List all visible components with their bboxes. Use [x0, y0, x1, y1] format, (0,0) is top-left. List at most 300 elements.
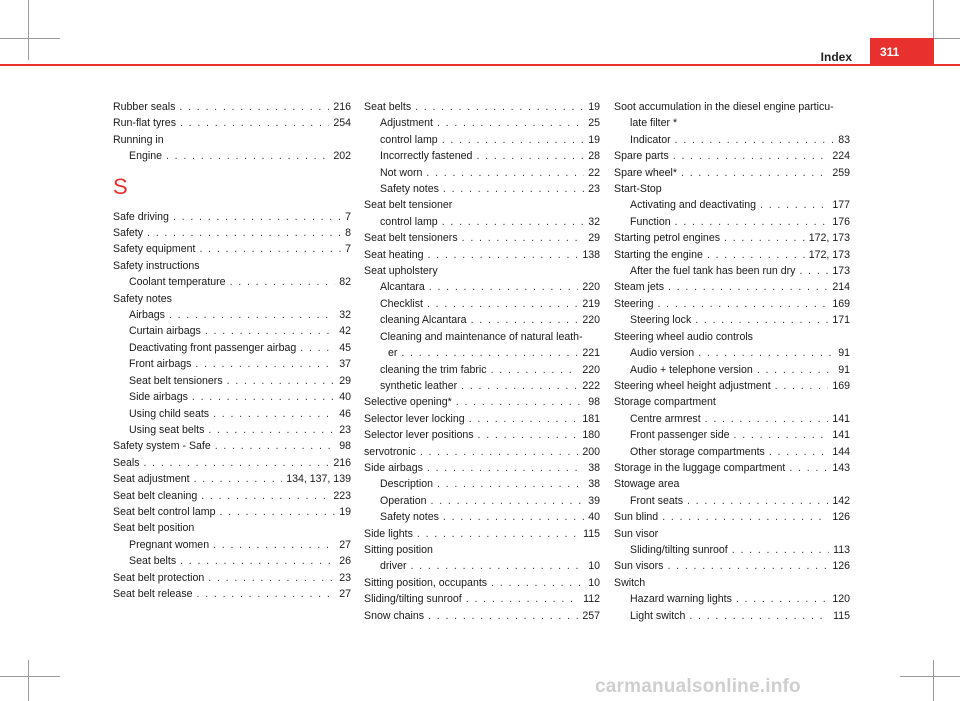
index-subentry	[614, 197, 850, 213]
index-subentry	[113, 307, 351, 323]
dot-leader	[657, 296, 828, 312]
index-entry	[364, 411, 600, 427]
page-ref: 7	[345, 243, 351, 256]
page-ref: 138	[582, 248, 600, 261]
dot-leader	[219, 504, 335, 520]
page-ref: 169	[832, 297, 850, 310]
dot-leader	[681, 165, 828, 181]
dot-leader	[667, 558, 828, 574]
entry-label: Operation	[380, 494, 427, 507]
page-ref: 220	[582, 314, 600, 327]
page-ref: 115	[833, 609, 850, 622]
page-ref: 38	[588, 461, 600, 474]
dot-leader	[675, 132, 835, 148]
entry-label: er	[388, 347, 398, 360]
entry-label: Checklist	[380, 297, 423, 310]
dot-leader	[230, 274, 336, 290]
dot-leader	[443, 181, 584, 197]
dot-leader	[442, 132, 585, 148]
dot-leader	[194, 471, 283, 487]
page-ref: 40	[339, 391, 351, 404]
page-ref: 91	[838, 347, 850, 360]
dot-leader	[201, 488, 329, 504]
page-ref: 98	[339, 440, 351, 453]
dot-leader	[757, 362, 834, 378]
index-subentry	[113, 356, 351, 372]
header-rule	[0, 64, 960, 66]
index-column-1	[113, 99, 351, 602]
page-ref: 115	[583, 527, 600, 540]
entry-label: Selector lever positions	[364, 429, 474, 442]
page-ref: 37	[339, 358, 351, 371]
index-entry	[364, 591, 600, 607]
index-heading-entry: Switch	[614, 576, 646, 589]
dot-leader	[197, 586, 336, 602]
page-ref: 83	[838, 133, 850, 146]
page-title: Index	[820, 50, 852, 64]
entry-label: Seat belt tensioners	[129, 374, 223, 387]
dot-leader	[192, 389, 335, 405]
index-entry	[614, 509, 850, 525]
page-ref: 172, 173	[808, 248, 850, 261]
page-ref: 214	[832, 281, 850, 294]
index-subentry	[364, 362, 600, 378]
entry-label: Not worn	[380, 166, 423, 179]
dot-leader	[144, 455, 330, 471]
dot-leader	[215, 438, 335, 454]
dot-leader	[775, 378, 829, 394]
dot-leader	[491, 575, 584, 591]
page-ref: 23	[339, 423, 351, 436]
index-subentry	[614, 608, 850, 624]
entry-label: Safety system - Safe	[113, 440, 211, 453]
dot-leader	[736, 591, 828, 607]
dot-leader	[734, 427, 829, 443]
index-entry	[364, 99, 600, 115]
index-entry	[364, 247, 600, 263]
dot-leader	[147, 225, 341, 241]
page-ref: 220	[582, 363, 600, 376]
page-ref: 38	[588, 478, 600, 491]
entry-label: Spare parts	[614, 150, 669, 163]
dot-leader	[673, 148, 829, 164]
entry-label: Airbags	[129, 309, 165, 322]
page-ref: 23	[588, 183, 600, 196]
entry-label: Safety equipment	[113, 243, 196, 256]
index-subentry	[364, 493, 600, 509]
entry-label: Safety notes	[380, 511, 439, 524]
dot-leader	[705, 411, 829, 427]
page-ref: 224	[832, 150, 850, 163]
index-entry	[614, 296, 850, 312]
page-ref: 113	[833, 543, 850, 556]
entry-label: Seat belt protection	[113, 571, 205, 584]
dot-leader	[437, 476, 584, 492]
dot-leader	[471, 312, 579, 328]
index-entry	[364, 526, 600, 542]
entry-label: Centre armrest	[630, 412, 701, 425]
crop-mark	[933, 660, 934, 701]
page-ref: 10	[588, 560, 600, 573]
entry-label: Deactivating front passenger airbag	[129, 341, 297, 354]
index-subentry	[364, 312, 600, 328]
dot-leader	[707, 247, 805, 263]
index-subentry	[614, 427, 850, 443]
dot-leader	[428, 608, 578, 624]
dot-leader	[456, 394, 584, 410]
index-heading-entry: Sitting position	[364, 543, 433, 556]
entry-label: Seat belt tensioners	[364, 232, 458, 245]
page-ref: 259	[832, 166, 850, 179]
watermark: carmanualsonline.info	[595, 676, 801, 697]
entry-label: Indicator	[630, 133, 671, 146]
index-subentry	[614, 591, 850, 607]
page-ref: 142	[832, 494, 850, 507]
index-entry	[113, 209, 351, 225]
entry-label: Seat belt release	[113, 587, 193, 600]
dot-leader	[469, 411, 579, 427]
index-subentry	[364, 214, 600, 230]
page-ref: 23	[339, 571, 351, 584]
index-subentry	[614, 493, 850, 509]
index-subentry	[113, 537, 351, 553]
index-entry	[614, 378, 850, 394]
dot-leader	[760, 197, 828, 213]
index-entry	[113, 471, 351, 487]
index-entry	[614, 460, 850, 476]
index-entry	[113, 115, 351, 131]
index-subentry	[614, 263, 850, 279]
page-ref: 144	[832, 445, 850, 458]
index-subentry	[364, 115, 600, 131]
dot-leader	[195, 356, 335, 372]
page-ref: 169	[832, 379, 850, 392]
dot-leader	[769, 444, 828, 460]
index-entry	[614, 279, 850, 295]
entry-label: Side lights	[364, 527, 413, 540]
entry-label: Sun blind	[614, 511, 659, 524]
dot-leader	[431, 493, 585, 509]
dot-leader	[491, 362, 579, 378]
index-column-2	[364, 99, 600, 624]
entry-label: Steam jets	[614, 281, 665, 294]
index-subentry	[364, 279, 600, 295]
index-subentry	[364, 148, 600, 164]
page-ref: 172, 173	[808, 232, 850, 245]
crop-mark	[0, 38, 60, 39]
page-ref: 7	[345, 210, 351, 223]
crop-mark	[28, 0, 29, 60]
page-ref: 143	[832, 461, 850, 474]
dot-leader	[401, 345, 578, 361]
index-subentry	[364, 181, 600, 197]
page-ref: 202	[333, 150, 351, 163]
page-ref: 219	[582, 297, 600, 310]
entry-label: Starting the engine	[614, 248, 703, 261]
dot-leader	[789, 460, 828, 476]
dot-leader	[427, 460, 584, 476]
index-subentry	[614, 362, 850, 378]
page-ref: 32	[588, 215, 600, 228]
dot-leader	[169, 307, 335, 323]
page-ref: 221	[582, 347, 600, 360]
index-entry	[614, 247, 850, 263]
page-ref: 134, 137, 139	[286, 473, 351, 486]
dot-leader	[415, 99, 584, 115]
page-ref: 28	[588, 150, 600, 163]
dot-leader	[208, 570, 335, 586]
page-ref: 126	[832, 511, 850, 524]
page-ref: 180	[582, 429, 600, 442]
page-ref: 19	[588, 101, 600, 113]
page-ref: 27	[339, 587, 351, 600]
entry-label: Steering	[614, 297, 654, 310]
entry-label: Sliding/tilting sunroof	[630, 543, 728, 556]
dot-leader	[442, 214, 585, 230]
entry-label: Seals	[113, 456, 140, 469]
entry-label: Snow chains	[364, 609, 425, 622]
page-ref: 8	[345, 227, 351, 240]
entry-label: Rubber seals	[113, 101, 176, 113]
dot-leader	[427, 296, 578, 312]
entry-label: Alcantara	[380, 281, 425, 294]
index-subentry	[614, 132, 850, 148]
index-entry	[364, 575, 600, 591]
index-heading-entry: Start-Stop	[614, 183, 662, 196]
index-subentry	[614, 345, 850, 361]
page-ref: 82	[339, 276, 351, 289]
page-ref: 26	[339, 555, 351, 568]
entry-label: Selector lever locking	[364, 412, 465, 425]
index-entry	[113, 455, 351, 471]
index-subentry	[364, 558, 600, 574]
entry-label: Side airbags	[364, 461, 423, 474]
entry-label: Safe driving	[113, 210, 169, 223]
entry-label: Description	[380, 478, 433, 491]
index-subentry	[113, 340, 351, 356]
entry-label: Selective opening*	[364, 396, 452, 409]
page-ref: 39	[588, 494, 600, 507]
index-heading-entry: Seat upholstery	[364, 265, 438, 278]
index-heading-entry: Steering wheel audio controls	[614, 330, 753, 343]
entry-label: servotronic	[364, 445, 416, 458]
dot-leader	[411, 558, 585, 574]
page-number: 311	[880, 45, 900, 59]
page-ref: 171	[832, 314, 850, 327]
page-ref: 181	[582, 412, 600, 425]
index-heading-entry: Seat belt tensioner	[364, 199, 453, 212]
entry-label: Sliding/tilting sunroof	[364, 593, 462, 606]
entry-label: cleaning the trim fabric	[380, 363, 487, 376]
index-entry	[614, 148, 850, 164]
index-subentry	[614, 542, 850, 558]
index-entry-continuation	[364, 345, 600, 361]
dot-leader	[180, 553, 335, 569]
index-heading-entry: Safety notes	[113, 292, 172, 305]
dot-leader	[208, 422, 335, 438]
index-entry	[113, 504, 351, 520]
entry-label: Seat belt control lamp	[113, 505, 216, 518]
entry-label: Coolant temperature	[129, 276, 226, 289]
dot-leader	[799, 263, 828, 279]
page-ref: 126	[832, 560, 850, 573]
index-subentry	[614, 444, 850, 460]
index-entry	[113, 225, 351, 241]
entry-label: Hazard warning lights	[630, 593, 732, 606]
index-column-3	[614, 99, 850, 624]
entry-label: Audio version	[630, 347, 695, 360]
index-heading-entry: Sun visor	[614, 527, 659, 540]
dot-leader	[227, 373, 336, 389]
entry-label: cleaning Alcantara	[380, 314, 467, 327]
page-ref: 222	[582, 379, 600, 392]
dot-leader	[180, 115, 329, 131]
dot-leader	[417, 526, 579, 542]
index-entry-continuation: late filter *	[630, 117, 678, 130]
entry-label: Front passenger side	[630, 429, 730, 442]
entry-label: Seat heating	[364, 248, 424, 261]
entry-label: Safety	[113, 227, 144, 240]
index-entry	[113, 586, 351, 602]
page-ref: 220	[582, 281, 600, 294]
dot-leader	[662, 509, 828, 525]
crop-mark	[0, 676, 60, 677]
dot-leader	[668, 279, 828, 295]
entry-label: Activating and deactivating	[630, 199, 757, 212]
index-subentry	[113, 323, 351, 339]
entry-label: Curtain airbags	[129, 325, 201, 338]
dot-leader	[437, 115, 584, 131]
index-subentry	[614, 411, 850, 427]
dot-leader	[698, 345, 834, 361]
page-ref: 120	[832, 593, 850, 606]
dot-leader	[300, 340, 335, 356]
page-ref: 223	[333, 489, 351, 502]
page-ref: 200	[582, 445, 600, 458]
entry-label: Incorrectly fastened	[380, 150, 473, 163]
entry-label: Pregnant women	[129, 538, 210, 551]
index-subentry: Cleaning and maintenance of natural leath-	[380, 330, 583, 343]
dot-leader	[166, 148, 329, 164]
index-subentry	[364, 378, 600, 394]
entry-label: Seat belts	[364, 101, 412, 113]
index-subentry	[364, 509, 600, 525]
index-entry	[364, 394, 600, 410]
index-subentry	[113, 553, 351, 569]
dot-leader	[687, 493, 828, 509]
dot-leader	[428, 247, 579, 263]
page-ref: 216	[333, 101, 351, 113]
dot-leader	[199, 241, 341, 257]
entry-label: Using seat belts	[129, 423, 205, 436]
dot-leader	[724, 230, 805, 246]
index-entry	[364, 444, 600, 460]
entry-label: Run-flat tyres	[113, 117, 176, 130]
page-ref: 19	[339, 505, 351, 518]
crop-mark	[900, 676, 960, 677]
index-entry	[364, 230, 600, 246]
dot-leader	[675, 214, 829, 230]
index-heading-entry: Seat belt position	[113, 522, 195, 535]
dot-leader	[429, 279, 579, 295]
dot-leader	[443, 509, 584, 525]
index-subentry	[113, 406, 351, 422]
index-entry	[614, 230, 850, 246]
page-ref: 257	[582, 609, 600, 622]
index-subentry	[113, 422, 351, 438]
index-heading-entry: Stowage area	[614, 478, 680, 491]
dot-leader	[205, 323, 335, 339]
dot-leader	[476, 148, 584, 164]
index-entry	[364, 427, 600, 443]
page-ref: 216	[333, 456, 351, 469]
dot-leader	[426, 165, 584, 181]
dot-leader	[478, 427, 579, 443]
entry-label: Seat belt cleaning	[113, 489, 198, 502]
entry-label: Audio + telephone version	[630, 363, 753, 376]
dot-leader	[213, 406, 335, 422]
dot-leader	[462, 230, 585, 246]
entry-label: Other storage compartments	[630, 445, 765, 458]
page-ref: 42	[339, 325, 351, 338]
entry-label: Front seats	[630, 494, 683, 507]
index-subentry	[113, 389, 351, 405]
page-ref: 10	[588, 576, 600, 589]
entry-label: Spare wheel*	[614, 166, 678, 179]
dot-leader	[695, 312, 828, 328]
page-ref: 45	[339, 341, 351, 354]
entry-label: Steering wheel height adjustment	[614, 379, 771, 392]
entry-label: control lamp	[380, 133, 438, 146]
entry-label: Safety notes	[380, 183, 439, 196]
dot-leader	[689, 608, 829, 624]
index-heading-entry: Soot accumulation in the diesel engine particu-	[614, 101, 834, 113]
dot-leader	[179, 99, 329, 115]
entry-label: Function	[630, 215, 671, 228]
entry-label: Side airbags	[129, 391, 188, 404]
page-ref: 32	[339, 309, 351, 322]
entry-label: Using child seats	[129, 407, 210, 420]
dot-leader	[420, 444, 579, 460]
index-entry	[614, 558, 850, 574]
entry-label: driver	[380, 560, 407, 573]
index-heading-entry: Storage compartment	[614, 396, 716, 409]
page-ref: 141	[832, 412, 850, 425]
crop-mark	[28, 660, 29, 701]
index-subentry	[364, 132, 600, 148]
page-ref: 25	[588, 117, 600, 130]
index-subentry	[113, 148, 351, 164]
entry-label: Starting petrol engines	[614, 232, 721, 245]
page-ref: 40	[588, 511, 600, 524]
page-ref: 141	[832, 429, 850, 442]
page-ref: 91	[838, 363, 850, 376]
entry-label: Seat adjustment	[113, 473, 190, 486]
dot-leader	[461, 378, 578, 394]
index-subentry	[364, 476, 600, 492]
index-subentry	[614, 214, 850, 230]
page-ref: 29	[588, 232, 600, 245]
entry-label: synthetic leather	[380, 379, 458, 392]
index-entry	[364, 608, 600, 624]
index-subentry	[364, 165, 600, 181]
page-ref: 112	[583, 593, 600, 606]
entry-label: After the fuel tank has been run dry	[630, 265, 796, 278]
entry-label: Sun visors	[614, 560, 664, 573]
entry-label: Storage in the luggage compartment	[614, 461, 786, 474]
index-entry	[113, 99, 351, 115]
entry-label: Engine	[129, 150, 162, 163]
